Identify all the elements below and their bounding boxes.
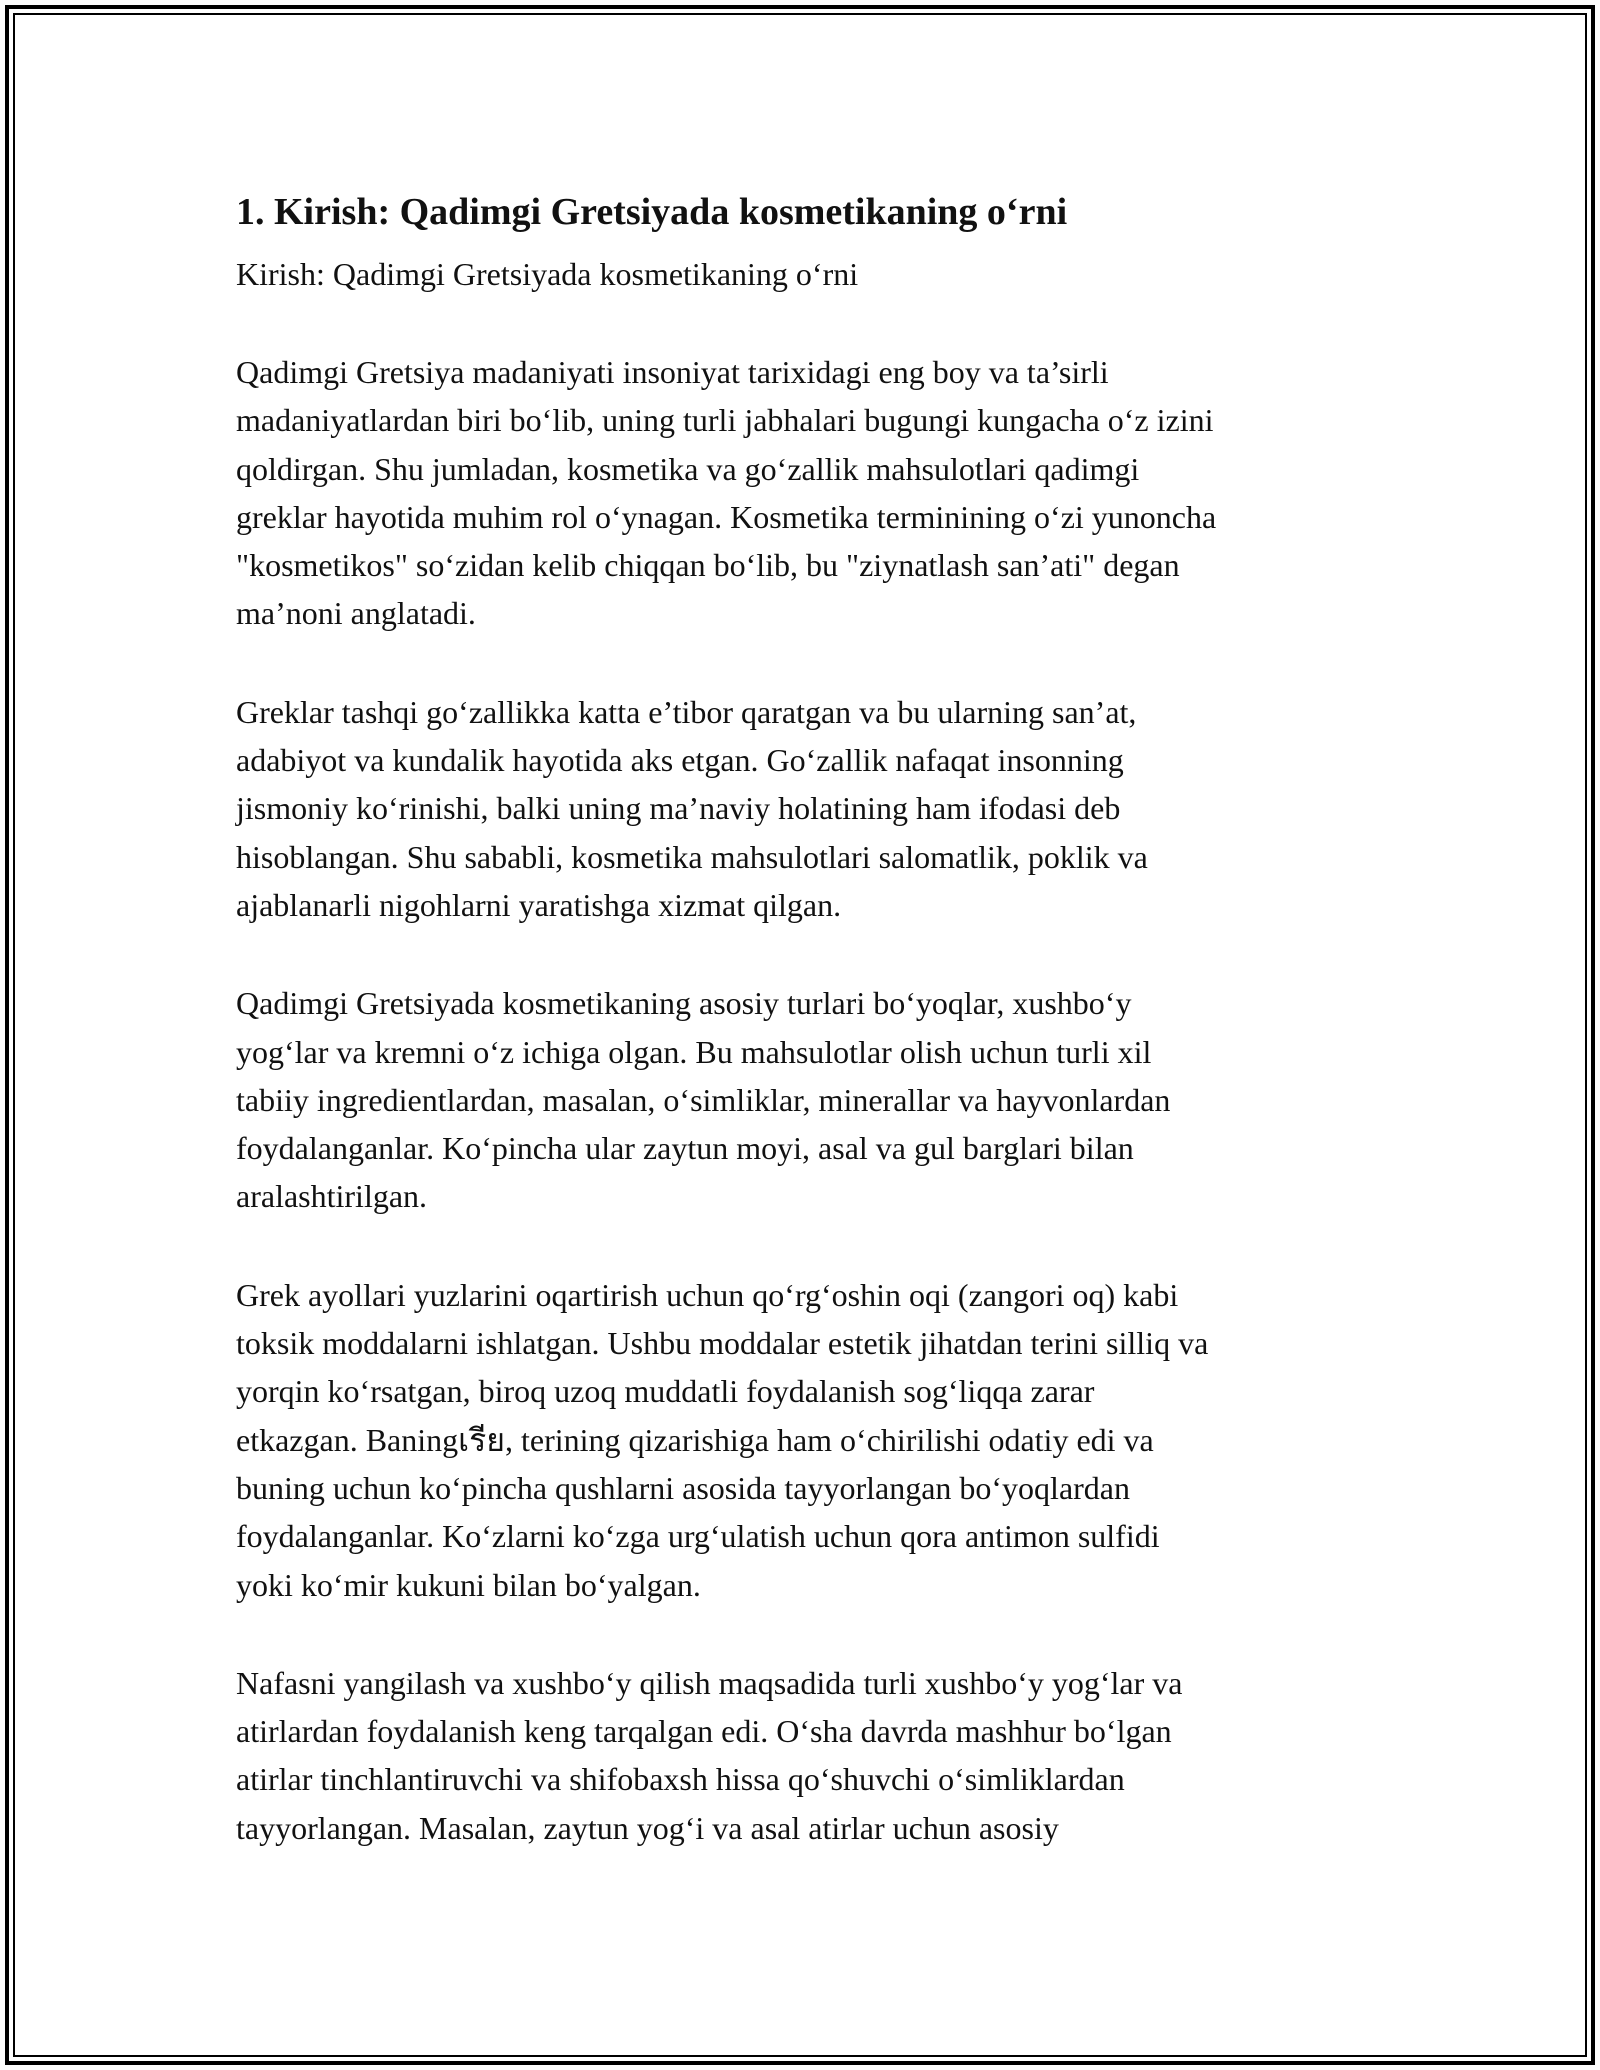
body-paragraph: [236, 348, 1386, 638]
paragraph-line: aralashtirilgan.: [236, 1178, 428, 1215]
body-paragraph: [236, 1659, 1386, 1852]
paragraph-line: Qadimgi Gretsiyada kosmetikaning asosiy turlari bo‘yoqlar, xushbo‘y: [236, 985, 1132, 1022]
paragraph-line: Qadimgi Gretsiya madaniyati insoniyat tarixidagi eng boy va ta’sirli: [236, 354, 1109, 390]
paragraph-line: atirlar tinchlantiruvchi va shifobaxsh hissa qo‘shuvchi o‘simliklardan: [236, 1761, 1125, 1798]
paragraph-line: ajablanarli nigohlarni yaratishga xizmat qilgan.: [236, 886, 842, 923]
document-body: [236, 186, 1386, 1852]
paragraph-line: hisoblangan. Shu sababli, kosmetika mahsulotlari salomatlik, poklik va: [236, 838, 1148, 875]
paragraph-line: foydalanganlar. Ko‘zlarni ko‘zga urg‘ulatish uchun qora antimon sulfidi: [236, 1518, 1160, 1555]
paragraph-line: yorqin ko‘rsatgan, biroq uzoq muddatli foydalanish sog‘liqqa zarar: [236, 1373, 1095, 1410]
paragraph-line: yoki ko‘mir kukuni bilan bo‘yalgan.: [236, 1566, 701, 1603]
body-paragraph: [236, 688, 1386, 929]
section-subtitle: Kirish: Qadimgi Gretsiyada kosmetikaning o‘rni: [236, 256, 859, 292]
paragraph-line: buning uchun ko‘pincha qushlarni asosida tayyorlangan bo‘yoqlardan: [236, 1469, 1130, 1506]
section-heading: 1. Kirish: Qadimgi Gretsiyada kosmetikaning o‘rni: [236, 191, 1068, 233]
paragraph-line: adabiyot va kundalik hayotida aks etgan. Go‘zallik nafaqat insonning: [236, 742, 1124, 779]
paragraph-line: foydalanganlar. Ko‘pincha ular zaytun moyi, asal va gul barglari bilan: [236, 1130, 1134, 1167]
paragraph-line: atirlardan foydalanish keng tarqalgan edi. O‘sha davrda mashhur bo‘lgan: [236, 1713, 1172, 1750]
paragraph-line: Nafasni yangilash va xushbo‘y qilish maqsadida turli xushbo‘y yog‘lar va: [236, 1664, 1183, 1701]
paragraph-line: qoldirgan. Shu jumladan, kosmetika va go‘zallik mahsulotlari qadimgi: [236, 450, 1140, 487]
paragraph-line: tayyorlangan. Masalan, zaytun yog‘i va asal atirlar uchun asosiy: [236, 1809, 1059, 1846]
paragraph-line: ma’noni anglatadi.: [236, 595, 476, 632]
body-paragraph: [236, 1271, 1386, 1609]
paragraph-line: jismoniy ko‘rinishi, balki uning ma’naviy holatining ham ifodasi deb: [236, 790, 1121, 827]
paragraph-line: toksik moddalarni ishlatgan. Ushbu moddalar estetik jihatdan terini silliq va: [236, 1325, 1209, 1362]
paragraph-line: yog‘lar va kremni o‘z ichiga olgan. Bu mahsulotlar olish uchun turli xil: [236, 1033, 1152, 1070]
paragraph-line: etkazgan. Baningเรีย, terining qizarishiga ham o‘chirilishi odatiy edi va: [236, 1421, 1154, 1458]
paragraph-line: greklar hayotida muhim rol o‘ynagan. Kosmetika terminining o‘zi yunoncha: [236, 498, 1217, 535]
paragraph-line: Grek ayollari yuzlarini oqartirish uchun qo‘rg‘oshin oqi (zangori oq) kabi: [236, 1276, 1179, 1313]
paragraph-line: "kosmetikos" so‘zidan kelib chiqqan bo‘lib, bu "ziynatlash san’ati" degan: [236, 547, 1180, 584]
paragraph-line: tabiiy ingredientlardan, masalan, o‘simliklar, minerallar va hayvonlardan: [236, 1081, 1171, 1118]
paragraph-line: Greklar tashqi go‘zallikka katta e’tibor qaratgan va bu ularning san’at,: [236, 693, 1137, 730]
paragraph-list: [236, 348, 1386, 1852]
body-paragraph: [236, 979, 1386, 1220]
paragraph-line: madaniyatlardan biri bo‘lib, uning turli jabhalari bugungi kungacha o‘z izini: [236, 402, 1214, 439]
